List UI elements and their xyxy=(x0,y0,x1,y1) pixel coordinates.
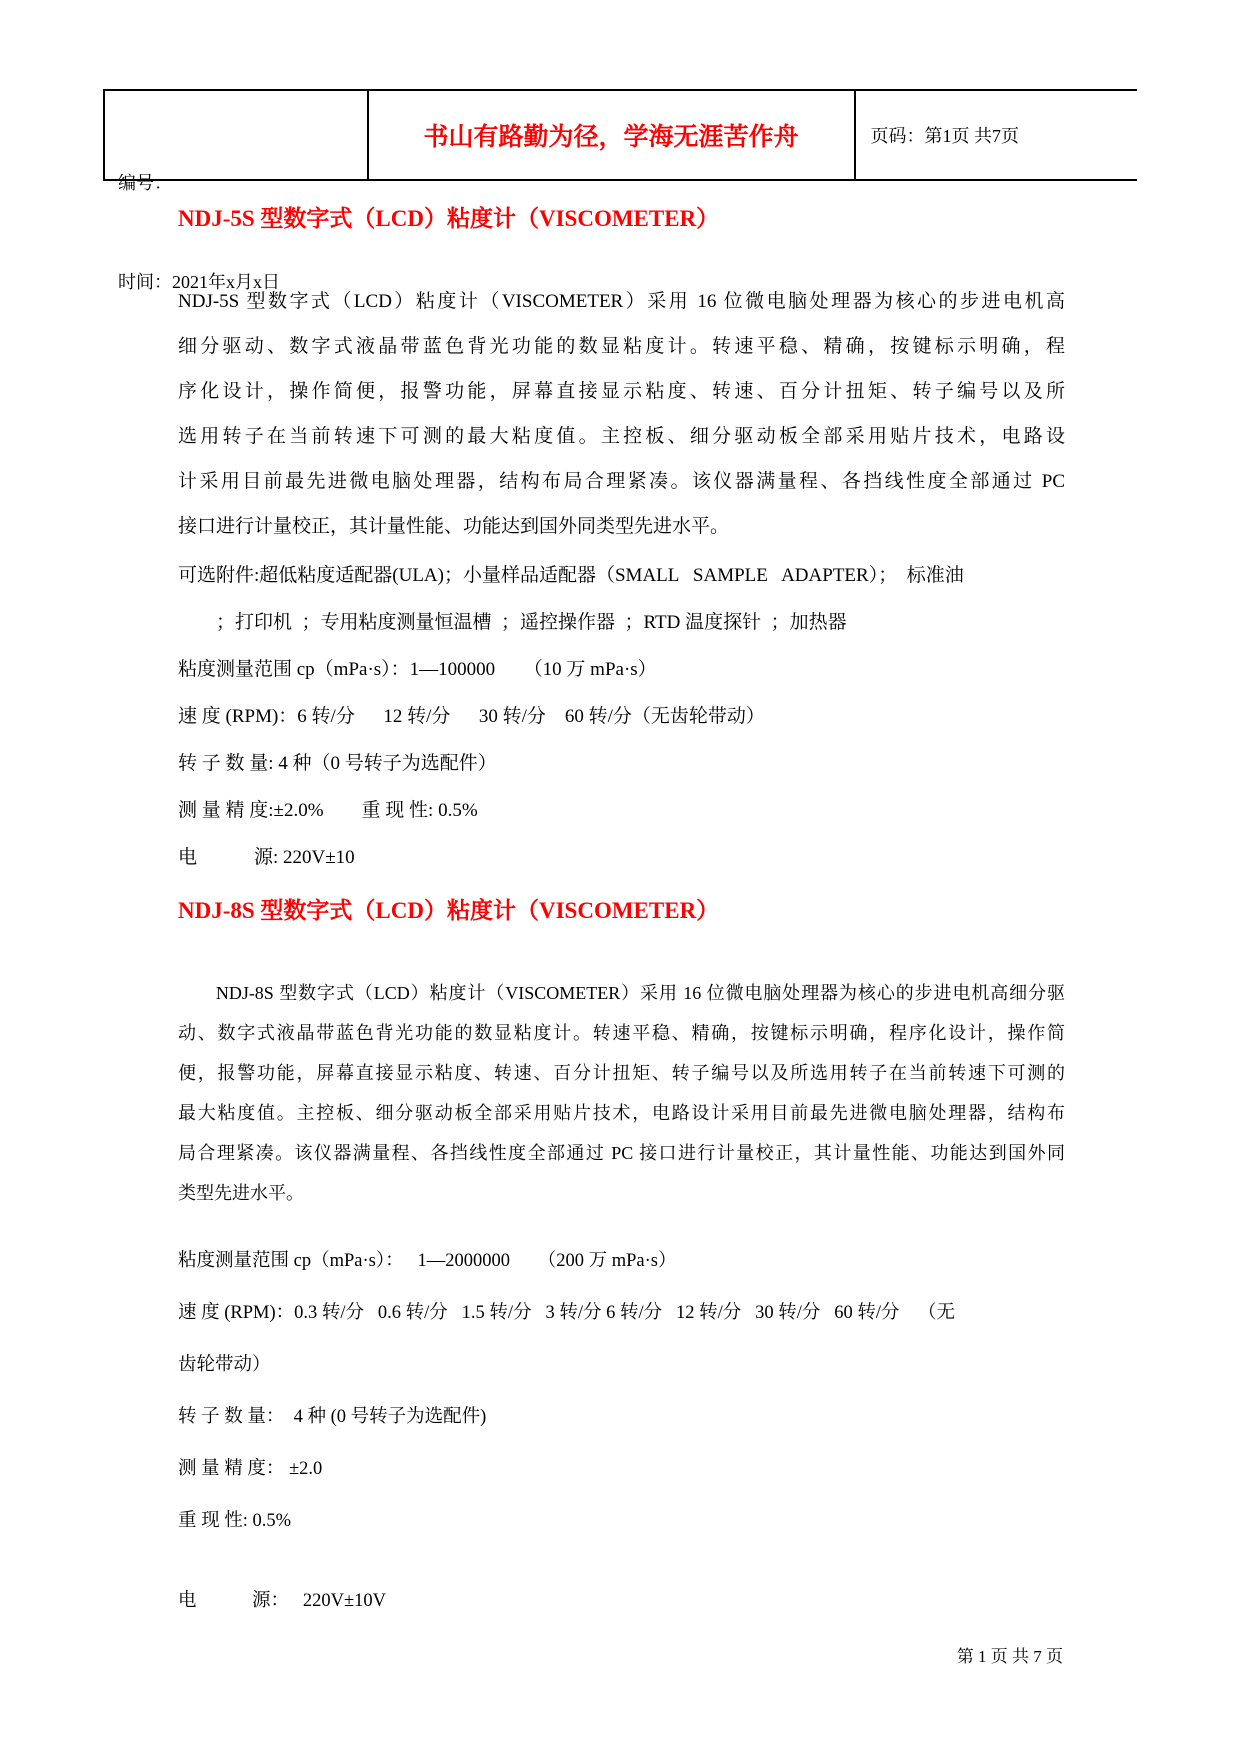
spec-line-rotor-count: 转 子 数 量: 4 种（0 号转子为选配件） xyxy=(178,753,497,774)
paragraph-line: NDJ-5S 型数字式（LCD）粘度计（VISCOMETER）采用 16 位微电脑处理器为核心的步进电机高 xyxy=(178,291,1065,312)
header-number-label: 编号： xyxy=(118,173,172,193)
section1-specs xyxy=(178,552,1065,881)
paragraph-line: 选用转子在当前转速下可测的最大粘度值。主控板、细分驱动板全部采用贴片技术，电路设 xyxy=(178,426,1065,447)
header-motto: 书山有路勤为径，学海无涯苦作舟 xyxy=(423,124,799,151)
spec-line-rotor-count: 转 子 数 量： 4 种 (0 号转子为选配件) xyxy=(178,1407,487,1427)
spec-line-accuracy: 测 量 精 度:±2.0% 重 现 性: 0.5% xyxy=(178,800,478,821)
paragraph-line: 最大粘度值。主控板、细分驱动板全部采用贴片技术，电路设计采用目前最先进微电脑处理器，结构布 xyxy=(178,1103,1065,1123)
header-time-label: 时间：2021年x月x日 xyxy=(118,272,280,292)
paragraph-line: 动、数字式液晶带蓝色背光功能的数显粘度计。转速平稳、精确，按键标示明确，程序化设计，操作简 xyxy=(178,1023,1065,1043)
spec-line-speed: 速 度 (RPM)：0.3 转/分 0.6 转/分 1.5 转/分 3 转/分 6 转/分 12 转/分 30 转/分 60 转/分 （无 xyxy=(178,1303,956,1323)
paragraph-line: 局合理紧凑。该仪器满量程、各挡线性度全部通过 PC 接口进行计量校正，其计量性能、功能达到国外同 xyxy=(178,1143,1065,1163)
spec-line-accuracy: 测 量 精 度： ±2.0 xyxy=(178,1459,323,1479)
spec-line-accessories: 可选附件:超低粘度适配器(ULA)；小量样品适配器（SMALL SAMPLE ADAPTER）； 标准油 xyxy=(178,565,964,586)
page-footer: 第 1 页 共 7 页 xyxy=(956,1647,1063,1666)
document-body xyxy=(178,185,1065,1627)
section1-paragraph xyxy=(178,279,1065,549)
paragraph-line: 细分驱动、数字式液晶带蓝色背光功能的数显粘度计。转速平稳、精确，按键标示明确，程 xyxy=(178,336,1065,357)
paragraph-line: NDJ-8S 型数字式（LCD）粘度计（VISCOMETER）采用 16 位微电脑处理器为核心的步进电机高细分驱 xyxy=(178,983,1065,1003)
header-cell-page-number xyxy=(856,91,1137,179)
paragraph-line: 接口进行计量校正，其计量性能、功能达到国外同类型先进水平。 xyxy=(178,516,730,537)
spec-line-viscosity-range: 粘度测量范围 cp（mPa·s）： 1—2000000 （200 万 mPa·s） xyxy=(178,1251,677,1271)
spec-line-accessories-cont: ；打印机 ；专用粘度测量恒温槽 ；遥控操作器 ；RTD 温度探针 ；加热器 xyxy=(178,612,847,633)
paragraph-line: 序化设计，操作简便，报警功能，屏幕直接显示粘度、转速、百分计扭矩、转子编号以及所 xyxy=(178,381,1065,402)
section2-paragraph xyxy=(178,973,1065,1213)
spec-line-speed: 速 度 (RPM)：6 转/分 12 转/分 30 转/分 60 转/分（无齿轮带动） xyxy=(178,706,765,727)
header-cell-motto xyxy=(369,91,856,179)
spec-line-viscosity-range: 粘度测量范围 cp（mPa·s）：1—100000 （10 万 mPa·s） xyxy=(178,659,657,680)
header-page-label: 页码：第1页 共7页 xyxy=(870,126,1020,146)
spec-line-speed-cont: 齿轮带动） xyxy=(178,1355,271,1375)
section1-title: NDJ-5S 型数字式（LCD）粘度计（VISCOMETER） xyxy=(178,206,720,231)
spec-line-power: 电 源: 220V±10 xyxy=(178,847,355,868)
paragraph-line: 便，报警功能，屏幕直接显示粘度、转速、百分计扭矩、转子编号以及所选用转子在当前转速下可测的 xyxy=(178,1063,1065,1083)
section2-title: NDJ-8S 型数字式（LCD）粘度计（VISCOMETER） xyxy=(178,898,720,923)
section2-specs xyxy=(178,1235,1065,1627)
spec-line-power: 电 源： 220V±10V xyxy=(178,1591,386,1611)
paragraph-line: 类型先进水平。 xyxy=(178,1183,304,1203)
spec-line-repeatability: 重 现 性: 0.5% xyxy=(178,1511,292,1531)
paragraph-line: 计采用目前最先进微电脑处理器，结构布局合理紧凑。该仪器满量程、各挡线性度全部通过 PC xyxy=(178,471,1065,492)
header-cell-id xyxy=(105,91,369,292)
